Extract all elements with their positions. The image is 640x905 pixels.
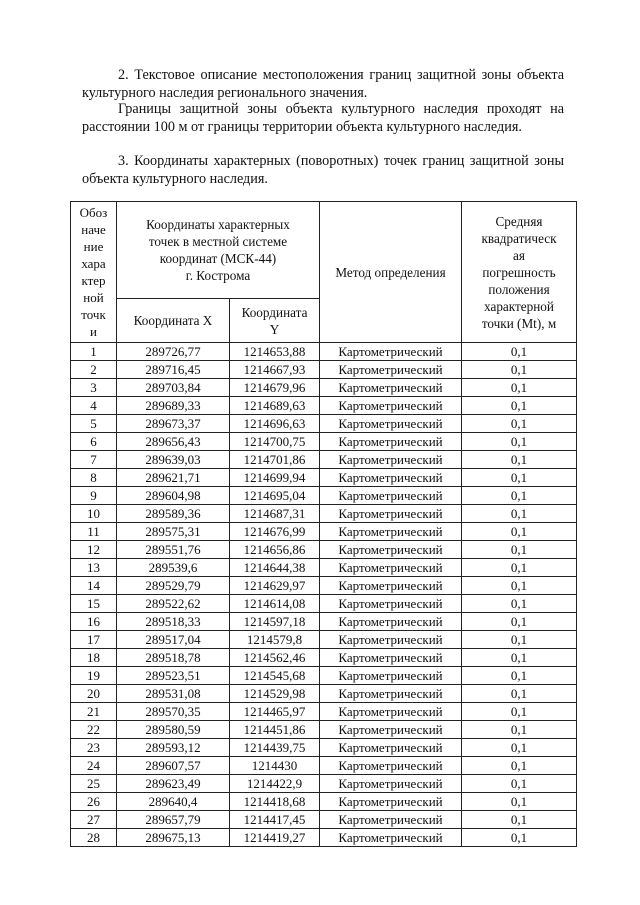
cell-coordinate-x: 289575,31 — [117, 523, 230, 541]
cell-coordinate-y: 1214418,68 — [230, 793, 320, 811]
cell-accuracy: 0,1 — [462, 811, 577, 829]
cell-accuracy: 0,1 — [462, 685, 577, 703]
header-coordinate-y-line: Координата — [241, 304, 308, 320]
cell-coordinate-x: 289518,78 — [117, 649, 230, 667]
cell-coordinate-y: 1214417,45 — [230, 811, 320, 829]
cell-accuracy: 0,1 — [462, 451, 577, 469]
table-row — [71, 577, 577, 595]
cell-coordinate-y: 1214687,31 — [230, 505, 320, 523]
cell-coordinate-y: 1214419,27 — [230, 829, 320, 847]
cell-point-number: 18 — [71, 649, 117, 667]
cell-accuracy: 0,1 — [462, 631, 577, 649]
cell-method: Картометрический — [320, 433, 462, 451]
header-point-designation-line: наче — [81, 222, 106, 237]
cell-accuracy: 0,1 — [462, 793, 577, 811]
cell-point-number: 3 — [71, 379, 117, 397]
cell-point-number: 26 — [71, 793, 117, 811]
cell-point-number: 12 — [71, 541, 117, 559]
table-row — [71, 433, 577, 451]
cell-coordinate-x: 289518,33 — [117, 613, 230, 631]
cell-coordinate-y: 1214656,86 — [230, 541, 320, 559]
cell-coordinate-y: 1214700,75 — [230, 433, 320, 451]
cell-accuracy: 0,1 — [462, 415, 577, 433]
cell-point-number: 28 — [71, 829, 117, 847]
cell-coordinate-x: 289623,49 — [117, 775, 230, 793]
cell-coordinate-x: 289531,08 — [117, 685, 230, 703]
header-point-designation-line: и — [90, 324, 97, 339]
cell-accuracy: 0,1 — [462, 757, 577, 775]
cell-coordinate-x: 289589,36 — [117, 505, 230, 523]
cell-accuracy: 0,1 — [462, 595, 577, 613]
table-row — [71, 793, 577, 811]
cell-coordinate-x: 289726,77 — [117, 343, 230, 361]
table-row — [71, 343, 577, 361]
cell-coordinate-y: 1214653,88 — [230, 343, 320, 361]
cell-coordinate-y: 1214699,94 — [230, 469, 320, 487]
cell-method: Картометрический — [320, 415, 462, 433]
cell-coordinate-x: 289639,03 — [117, 451, 230, 469]
cell-coordinate-y: 1214679,96 — [230, 379, 320, 397]
cell-point-number: 19 — [71, 667, 117, 685]
cell-coordinate-x: 289621,71 — [117, 469, 230, 487]
cell-coordinate-y: 1214629,97 — [230, 577, 320, 595]
header-accuracy-line: ая — [513, 247, 525, 263]
cell-coordinate-x: 289604,98 — [117, 487, 230, 505]
table-row — [71, 685, 577, 703]
cell-accuracy: 0,1 — [462, 559, 577, 577]
cell-coordinate-x: 289675,13 — [117, 829, 230, 847]
table-row — [71, 541, 577, 559]
table-row — [71, 595, 577, 613]
cell-coordinate-y: 1214644,38 — [230, 559, 320, 577]
table-row — [71, 415, 577, 433]
header-method: Метод определения — [320, 202, 462, 343]
header-coordinate-y-line: Y — [269, 321, 280, 337]
cell-method: Картометрический — [320, 343, 462, 361]
cell-point-number: 16 — [71, 613, 117, 631]
cell-accuracy: 0,1 — [462, 721, 577, 739]
header-point-designation — [71, 202, 117, 343]
cell-coordinate-y: 1214695,04 — [230, 487, 320, 505]
cell-method: Картометрический — [320, 451, 462, 469]
cell-point-number: 6 — [71, 433, 117, 451]
cell-point-number: 22 — [71, 721, 117, 739]
cell-coordinate-y: 1214614,08 — [230, 595, 320, 613]
header-accuracy-line: погрешность — [482, 264, 556, 280]
cell-point-number: 21 — [71, 703, 117, 721]
table-row — [71, 451, 577, 469]
table-body — [71, 343, 577, 847]
header-accuracy-line: положения — [488, 281, 550, 297]
cell-point-number: 27 — [71, 811, 117, 829]
table-row — [71, 721, 577, 739]
cell-method: Картометрический — [320, 361, 462, 379]
cell-point-number: 9 — [71, 487, 117, 505]
header-coordinates-group — [117, 202, 320, 299]
cell-coordinate-x: 289522,62 — [117, 595, 230, 613]
cell-point-number: 11 — [71, 523, 117, 541]
cell-point-number: 15 — [71, 595, 117, 613]
table-row — [71, 397, 577, 415]
cell-method: Картометрический — [320, 505, 462, 523]
cell-coordinate-x: 289716,45 — [117, 361, 230, 379]
table-row — [71, 379, 577, 397]
coordinates-table — [70, 201, 577, 847]
cell-point-number: 17 — [71, 631, 117, 649]
cell-coordinate-x: 289673,37 — [117, 415, 230, 433]
header-coordinates-group-line: Координаты характерных — [146, 217, 290, 232]
table-row — [71, 505, 577, 523]
cell-method: Картометрический — [320, 685, 462, 703]
cell-accuracy: 0,1 — [462, 577, 577, 595]
cell-coordinate-x: 289570,35 — [117, 703, 230, 721]
cell-method: Картометрический — [320, 523, 462, 541]
cell-method: Картометрический — [320, 595, 462, 613]
cell-method: Картометрический — [320, 577, 462, 595]
cell-method: Картометрический — [320, 469, 462, 487]
cell-accuracy: 0,1 — [462, 667, 577, 685]
cell-coordinate-y: 1214451,86 — [230, 721, 320, 739]
table-row — [71, 487, 577, 505]
cell-coordinate-x: 289640,4 — [117, 793, 230, 811]
cell-method: Картометрический — [320, 487, 462, 505]
cell-point-number: 5 — [71, 415, 117, 433]
cell-point-number: 14 — [71, 577, 117, 595]
cell-method: Картометрический — [320, 739, 462, 757]
cell-coordinate-x: 289703,84 — [117, 379, 230, 397]
header-point-designation-line: точк — [81, 307, 106, 322]
cell-accuracy: 0,1 — [462, 739, 577, 757]
header-point-designation-line: Обоз — [79, 205, 108, 220]
table-row — [71, 757, 577, 775]
cell-coordinate-x: 289551,76 — [117, 541, 230, 559]
cell-accuracy: 0,1 — [462, 613, 577, 631]
header-point-designation-line: хара — [81, 256, 106, 271]
cell-accuracy: 0,1 — [462, 361, 577, 379]
cell-accuracy: 0,1 — [462, 469, 577, 487]
header-accuracy-line: характерной — [484, 298, 554, 314]
cell-accuracy: 0,1 — [462, 523, 577, 541]
cell-accuracy: 0,1 — [462, 379, 577, 397]
cell-accuracy: 0,1 — [462, 505, 577, 523]
cell-point-number: 7 — [71, 451, 117, 469]
cell-coordinate-x: 289580,59 — [117, 721, 230, 739]
cell-method: Картометрический — [320, 721, 462, 739]
cell-accuracy: 0,1 — [462, 829, 577, 847]
header-coordinates-group-line: точек в местной системе — [148, 234, 288, 249]
table-row — [71, 469, 577, 487]
cell-point-number: 23 — [71, 739, 117, 757]
header-point-designation-line: ние — [83, 239, 104, 254]
table-row — [71, 739, 577, 757]
header-coordinates-group-line: г. Кострома — [185, 268, 251, 283]
cell-method: Картометрический — [320, 703, 462, 721]
cell-point-number: 20 — [71, 685, 117, 703]
cell-accuracy: 0,1 — [462, 703, 577, 721]
cell-coordinate-y: 1214597,18 — [230, 613, 320, 631]
cell-method: Картометрический — [320, 631, 462, 649]
cell-coordinate-y: 1214562,46 — [230, 649, 320, 667]
cell-coordinate-y: 1214545,68 — [230, 667, 320, 685]
table-row — [71, 361, 577, 379]
cell-coordinate-y: 1214465,97 — [230, 703, 320, 721]
cell-accuracy: 0,1 — [462, 487, 577, 505]
cell-point-number: 24 — [71, 757, 117, 775]
cell-coordinate-y: 1214676,99 — [230, 523, 320, 541]
table-row — [71, 523, 577, 541]
cell-coordinate-y: 1214430 — [230, 757, 320, 775]
cell-accuracy: 0,1 — [462, 397, 577, 415]
cell-method: Картометрический — [320, 775, 462, 793]
cell-point-number: 10 — [71, 505, 117, 523]
cell-point-number: 25 — [71, 775, 117, 793]
cell-method: Картометрический — [320, 613, 462, 631]
cell-accuracy: 0,1 — [462, 541, 577, 559]
cell-method: Картометрический — [320, 397, 462, 415]
header-coordinates-group-line: координат (МСК-44) — [159, 251, 277, 266]
table-row — [71, 559, 577, 577]
section3-paragraph-1: 3. Координаты характерных (поворотных) точек границ защитной зоны объекта культурного наследия. — [82, 153, 564, 187]
cell-accuracy: 0,1 — [462, 343, 577, 361]
table-row — [71, 649, 577, 667]
cell-point-number: 1 — [71, 343, 117, 361]
cell-method: Картометрический — [320, 541, 462, 559]
cell-method: Картометрический — [320, 379, 462, 397]
header-coordinate-y — [230, 299, 320, 343]
cell-method: Картометрический — [320, 757, 462, 775]
cell-coordinate-x: 289657,79 — [117, 811, 230, 829]
cell-method: Картометрический — [320, 811, 462, 829]
cell-point-number: 13 — [71, 559, 117, 577]
table-row — [71, 613, 577, 631]
cell-accuracy: 0,1 — [462, 775, 577, 793]
header-accuracy-line: Средняя — [495, 213, 543, 229]
cell-coordinate-x: 289539,6 — [117, 559, 230, 577]
section2-paragraph-2: Границы защитной зоны объекта культурного наследия проходят на расстоянии 100 м от границы территории объекта культурного наследия. — [82, 101, 564, 135]
header-coordinate-x: Координата X — [117, 299, 230, 343]
cell-coordinate-x: 289607,57 — [117, 757, 230, 775]
header-accuracy-line: квадратическ — [481, 230, 557, 246]
table-row — [71, 631, 577, 649]
cell-accuracy: 0,1 — [462, 649, 577, 667]
header-point-designation-line: ктер — [81, 273, 106, 288]
table-row — [71, 811, 577, 829]
cell-method: Картометрический — [320, 829, 462, 847]
cell-method: Картометрический — [320, 793, 462, 811]
cell-coordinate-y: 1214696,63 — [230, 415, 320, 433]
cell-coordinate-y: 1214422,9 — [230, 775, 320, 793]
cell-coordinate-x: 289529,79 — [117, 577, 230, 595]
cell-coordinate-y: 1214529,98 — [230, 685, 320, 703]
section2-paragraph-1: 2. Текстовое описание местоположения границ защитной зоны объекта культурного наследия регионального значения. — [82, 67, 564, 101]
cell-coordinate-y: 1214689,63 — [230, 397, 320, 415]
cell-coordinate-x: 289517,04 — [117, 631, 230, 649]
cell-coordinate-x: 289593,12 — [117, 739, 230, 757]
cell-coordinate-y: 1214439,75 — [230, 739, 320, 757]
header-accuracy — [462, 202, 577, 343]
cell-coordinate-y: 1214579,8 — [230, 631, 320, 649]
cell-method: Картометрический — [320, 667, 462, 685]
cell-point-number: 8 — [71, 469, 117, 487]
header-accuracy-line: точки (Mt), м — [481, 315, 557, 331]
cell-method: Картометрический — [320, 649, 462, 667]
cell-point-number: 2 — [71, 361, 117, 379]
table-row — [71, 703, 577, 721]
table-row — [71, 829, 577, 847]
cell-accuracy: 0,1 — [462, 433, 577, 451]
cell-point-number: 4 — [71, 397, 117, 415]
cell-coordinate-y: 1214667,93 — [230, 361, 320, 379]
table-row — [71, 667, 577, 685]
cell-coordinate-x: 289656,43 — [117, 433, 230, 451]
header-point-designation-line: ной — [83, 290, 104, 305]
cell-coordinate-y: 1214701,86 — [230, 451, 320, 469]
cell-coordinate-x: 289689,33 — [117, 397, 230, 415]
cell-coordinate-x: 289523,51 — [117, 667, 230, 685]
table-row — [71, 775, 577, 793]
cell-method: Картометрический — [320, 559, 462, 577]
table-header-row — [71, 202, 577, 299]
